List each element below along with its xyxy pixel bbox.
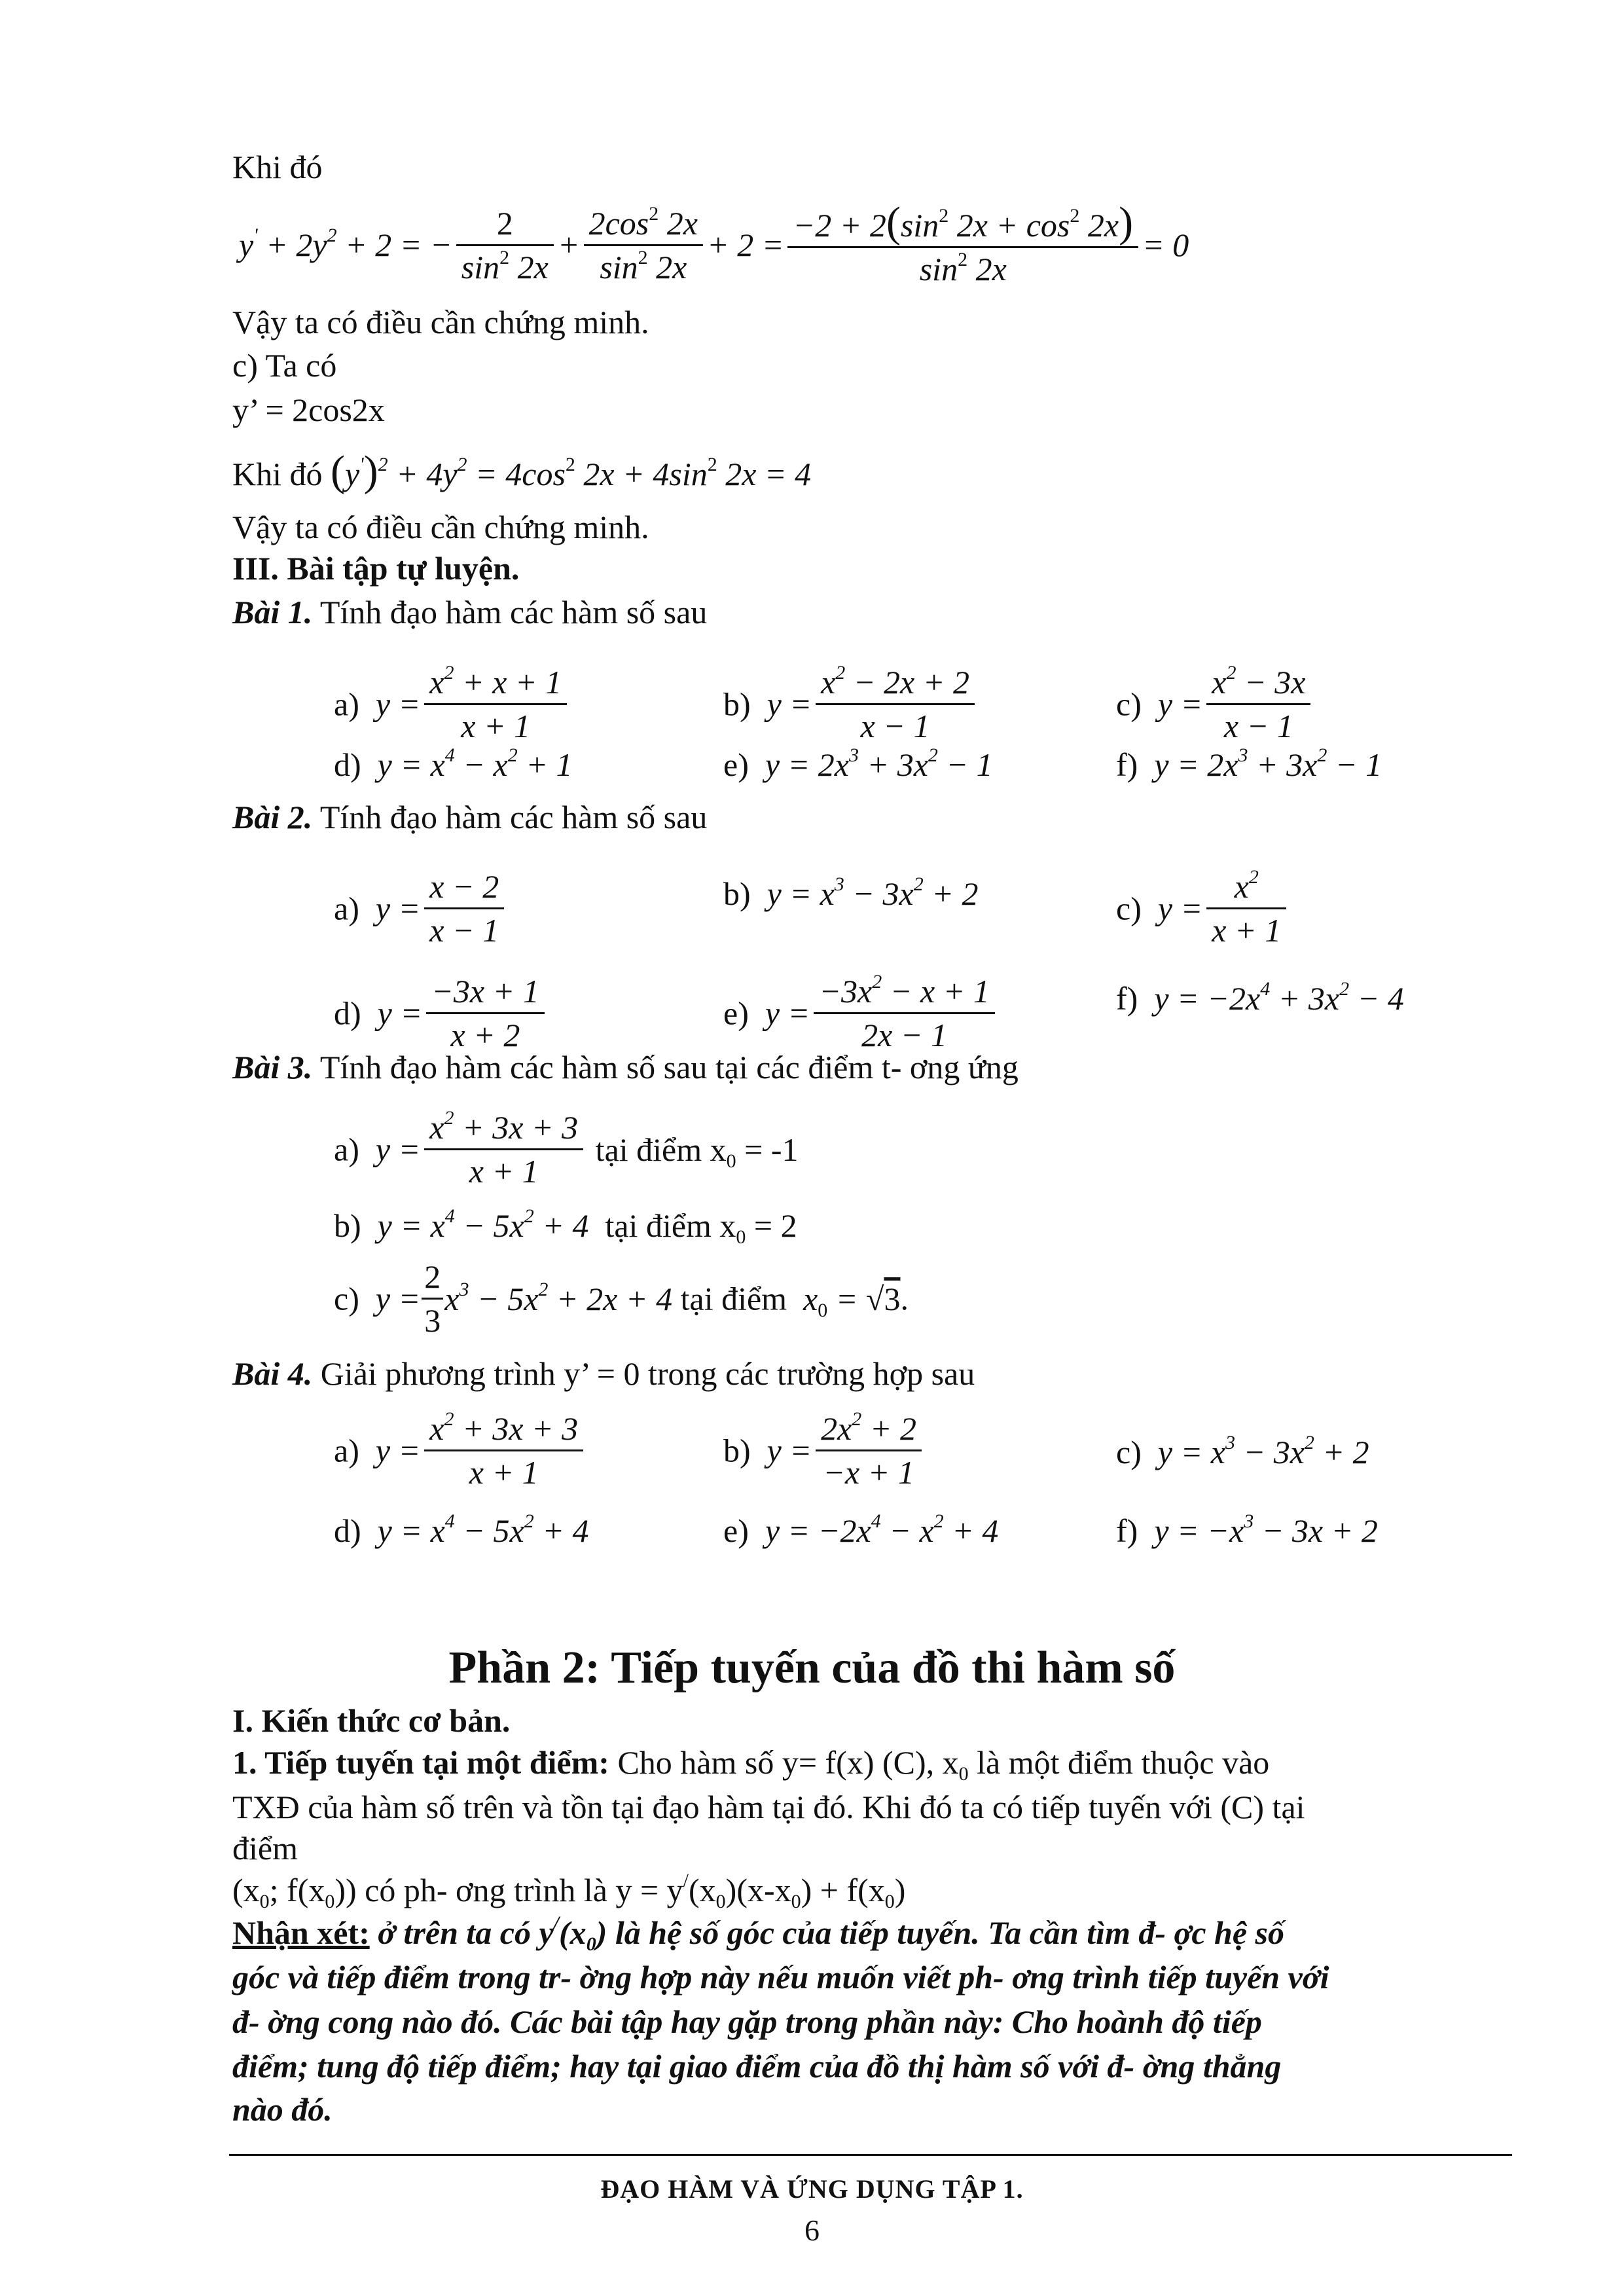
tangent-equation: ($x_0$; $f(x_0)$) có ph- ơng trình là $y = y^/(x_0)(x-x_0) + f(x_0)$: [232, 1870, 906, 1912]
text-conclusion-b: Vậy ta có điều cần chứng minh.: [232, 304, 649, 340]
ex4-b: b) y = $\frac{2x^2 + 2}{-x + 1}$: [723, 1408, 926, 1493]
note-line2: góc và tiếp điểm trong tr- ờng hợp này nếu muốn viết ph- ơng trình tiếp tuyến với: [232, 1959, 1329, 1995]
exercise-2-title: Bài 2. Tính đạo hàm các hàm số sau: [232, 799, 708, 835]
text-khi-do: Khi đó: [232, 149, 323, 185]
item1-line1: 1. Tiếp tuyến tại một điểm: Cho hàm số y= f(x) (C), $x_0$ là một điểm thuộc vào: [232, 1744, 1270, 1785]
ex3-c: c) y = $\frac{2}{3}$ $x^3 - 5x^2 + 2x + 4$ tại điểm $x_0 = √3$.: [334, 1256, 909, 1341]
part2-heading: Phần 2: Tiếp tuyến của đồ thi hàm số: [448, 1643, 1176, 1693]
ex1-c: c) y = $\frac{x^2 - 3x}{x - 1}$: [1116, 661, 1314, 747]
equation-identity-c: Khi đó $(y')^2 + 4y^2 = 4\cos^2$ $2x + 4\sin^2$ 2x = 4: [232, 447, 812, 495]
ex1-a: a) y = $\frac{x^2 + x + 1}{x + 1}$: [334, 661, 571, 747]
exercise-3-title: Bài 3. Tính đạo hàm các hàm số sau tại các điểm t- ơng ứng: [232, 1049, 1019, 1085]
ex2-d: d) y = $\frac{-3x + 1}{x + 2}$: [334, 970, 549, 1056]
ex4-f: f) $y = -x^3 - 3x + 2$: [1116, 1510, 1378, 1549]
page-number: 6: [804, 2214, 820, 2247]
text-y-prime: y’ = 2cos2x: [232, 392, 385, 428]
ex1-f: f) $y = 2x^3 + 3x^2 - 1$: [1116, 744, 1382, 783]
text-khi-do-2: Khi đó: [232, 456, 323, 492]
ex2-c: c) y = $\frac{x^2}{x + 1}$: [1116, 866, 1290, 951]
ex1-e: e) $y = 2x^3 + 3x^2 - 1$: [723, 744, 993, 783]
ex2-f: f) $y = -2x^4 + 3x^2 - 4$: [1116, 978, 1404, 1017]
ex1-b: b) y = $\frac{x^2 - 2x + 2}{x - 1}$: [723, 661, 979, 747]
item1-line3: điểm: [232, 1830, 298, 1867]
item1-line2: TXĐ của hàm số trên và tồn tại đạo hàm tại đó. Khi đó ta có tiếp tuyến với (C) tại: [232, 1789, 1305, 1825]
exercise-4-title: Bài 4. Giải phương trình y’ = 0 trong các trường hợp sau: [232, 1355, 975, 1392]
ex1-d: d) $y = x^4 - x^2 + 1$: [334, 744, 573, 783]
ex4-e: e) $y = -2x^4 - x^2 + 4$: [723, 1510, 999, 1549]
text-conclusion-c: Vậy ta có điều cần chứng minh.: [232, 509, 649, 545]
ex2-e: e) y = $\frac{-3x^2 - x + 1}{2x - 1}$: [723, 970, 999, 1056]
basic-knowledge-title: I. Kiến thức cơ bản.: [232, 1702, 511, 1739]
text-part-c: c) Ta có: [232, 347, 337, 384]
note-line5: nào đó.: [232, 2091, 333, 2128]
note-line3: đ- ờng cong nào đó. Các bài tập hay gặp trong phần này: Cho hoành độ tiếp: [232, 2003, 1262, 2040]
ex3-b: b) $y = x^4 - 5x^2 + 4$ tại điểm $x_0 = 2$: [334, 1205, 797, 1248]
exercise-1-title: Bài 1. Tính đạo hàm các hàm số sau: [232, 594, 708, 630]
section-title-exercises: III. Bài tập tự luyện.: [232, 550, 520, 587]
ex4-c: c) $y = x^3 - 3x^2 + 2$: [1116, 1432, 1369, 1470]
ex2-a: a) y = $\frac{x - 2}{x - 1}$: [334, 866, 508, 951]
equation-identity-b: $y' + 2y^2 + 2$ = − $\frac{2}{\sin^2 2x}$ + $\frac{2\cos^2 2x}{\sin^2 2x}$ + 2 = $\frac{-2 + 2(\sin^2 2x + \cos^2 2x)}{\sin^2 2x}$ = 0: [239, 198, 1189, 287]
note-line1: Nhận xét: ở trên ta có $y^/(x_0)$ là hệ số góc của tiếp tuyến. Ta cần tìm đ- ợc hệ số: [232, 1912, 1285, 1955]
footer-title: ĐẠO HÀM VÀ ỨNG DỤNG TẬP 1.: [600, 2174, 1024, 2204]
ex3-a: a) y = $\frac{x^2 + 3x + 3}{x + 1}$ tại điểm $x_0 = -1$: [334, 1107, 799, 1190]
ex4-a: a) y = $\frac{x^2 + 3x + 3}{x + 1}$: [334, 1408, 587, 1493]
ex4-d: d) $y = x^4 - 5x^2 + 4$: [334, 1510, 589, 1549]
ex2-b: b) $y = x^3 - 3x^2 + 2$: [723, 873, 979, 912]
note-line4: điểm; tung độ tiếp điểm; hay tại giao điểm của đồ thị hàm số với đ- ờng thẳng: [232, 2048, 1282, 2085]
footer-rule: [229, 2154, 1512, 2156]
